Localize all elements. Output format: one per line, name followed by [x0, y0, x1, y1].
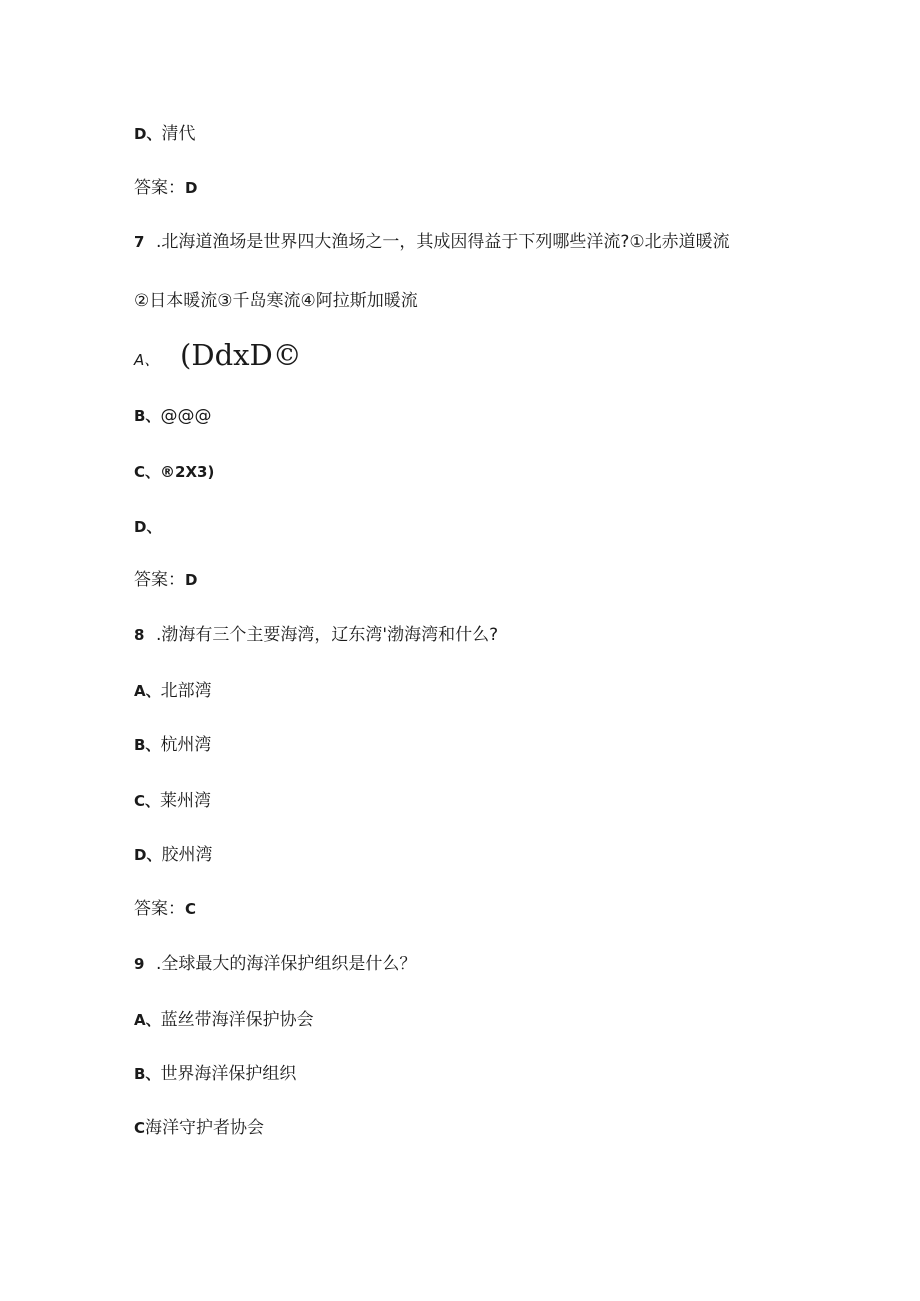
q8-question: [134, 624, 498, 646]
q9-option-b: [134, 1063, 296, 1085]
answer-value: D: [185, 179, 198, 197]
option-label: A、: [134, 351, 160, 369]
q6-option-d: [134, 123, 195, 145]
answer-label: 答案：: [134, 178, 185, 198]
q7-option-a: [134, 337, 302, 378]
option-text: 北部湾: [160, 681, 212, 701]
question-text-continued: ②日本暖流③千岛寒流④阿拉斯加暖流: [134, 291, 418, 311]
q8-answer: [134, 898, 196, 920]
q7-option-d: [134, 516, 161, 538]
answer-value: D: [185, 571, 198, 589]
q8-option-c: [134, 790, 211, 812]
option-label: B、: [134, 736, 161, 754]
option-text: (DdxD©: [180, 338, 302, 372]
option-text: 海洋守护者协会: [145, 1118, 265, 1138]
q7-option-c: [134, 461, 214, 483]
q7-option-b: [134, 405, 211, 427]
q9-option-a: [134, 1009, 314, 1031]
option-text: @@@: [160, 406, 212, 426]
option-text: 莱州湾: [160, 791, 212, 811]
option-label: D、: [134, 846, 162, 864]
q8-option-b: [134, 734, 211, 756]
option-label: B、: [134, 1065, 161, 1083]
question-number: 8: [134, 626, 145, 644]
option-text: 胶州湾: [161, 845, 213, 865]
q7-question: [134, 231, 730, 253]
question-text: .全球最大的海洋保护组织是什么？: [156, 954, 417, 974]
q7-question-continued: [134, 290, 418, 312]
question-number: 9: [134, 955, 145, 973]
option-text: 蓝丝带海洋保护协会: [160, 1010, 314, 1030]
option-text: 清代: [161, 124, 196, 144]
answer-label: 答案：: [134, 899, 185, 919]
option-text: ®2X3): [160, 463, 215, 481]
q7-answer: [134, 569, 197, 591]
option-label: C、: [134, 792, 161, 810]
q9-question: [134, 953, 416, 975]
q9-option-c: [134, 1117, 264, 1139]
q8-option-a: [134, 680, 212, 702]
option-label: A、: [134, 682, 161, 700]
option-label: C: [134, 1119, 146, 1137]
question-number: 7: [134, 233, 145, 251]
question-text: .北海道渔场是世界四大渔场之一，其成因得益于下列哪些洋流?①北赤道暖流: [156, 232, 730, 252]
option-label: A、: [134, 1011, 161, 1029]
q6-answer: [134, 177, 197, 199]
option-label: B、: [134, 407, 161, 425]
answer-label: 答案：: [134, 570, 185, 590]
answer-value: C: [185, 900, 197, 918]
option-label: D、: [134, 518, 162, 536]
question-text: .渤海有三个主要海湾，辽东湾'渤海湾和什么?: [156, 625, 499, 645]
option-label: C、: [134, 463, 161, 481]
option-text: 世界海洋保护组织: [160, 1064, 297, 1084]
q8-option-d: [134, 844, 212, 866]
option-label: D、: [134, 125, 162, 143]
option-text: 杭州湾: [160, 735, 212, 755]
